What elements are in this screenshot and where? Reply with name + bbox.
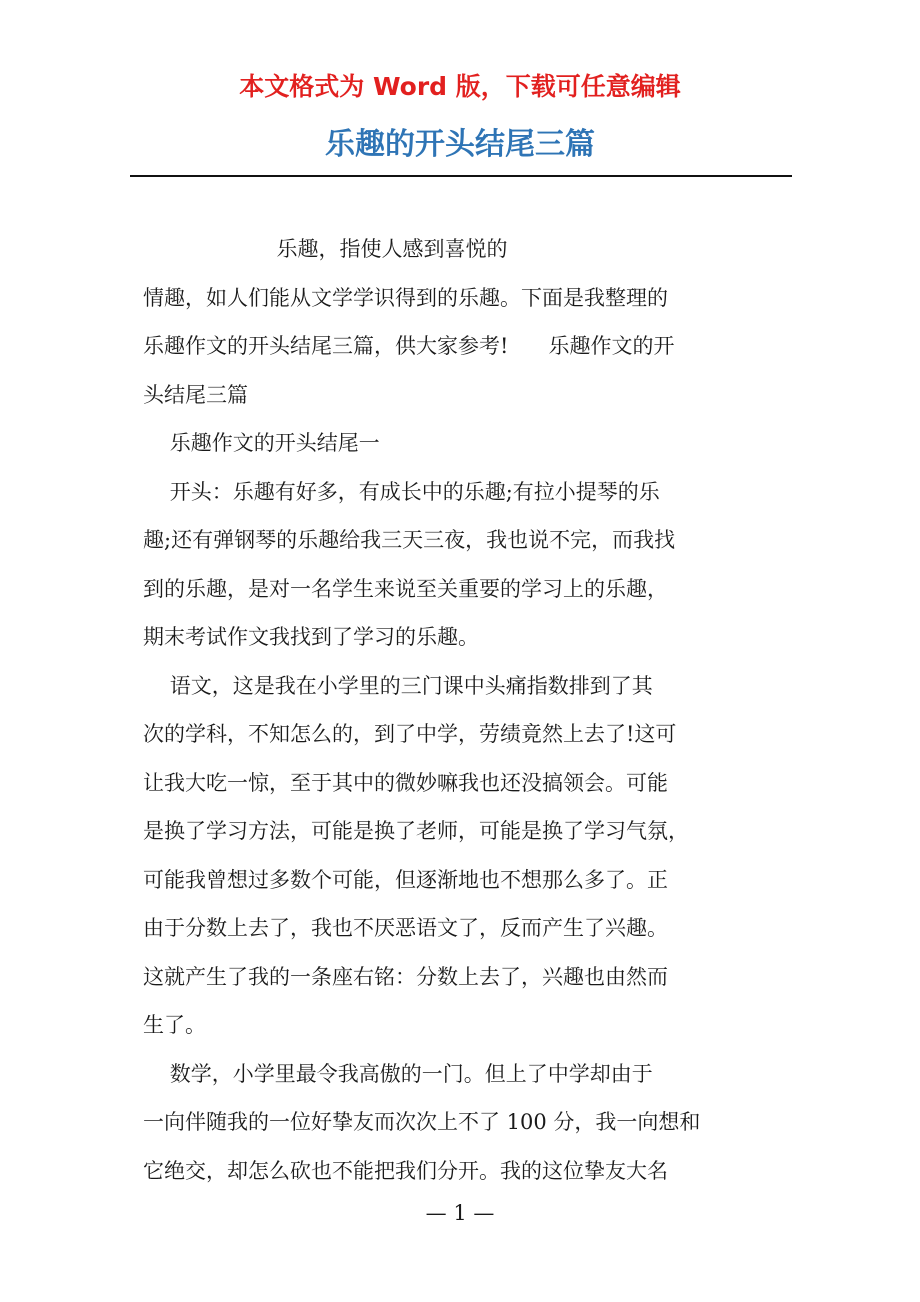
text-line: 可能我曾想过多数个可能，但逐渐地也不想那么多了。正: [143, 867, 668, 892]
text-line: 是换了学习方法，可能是换了老师，可能是换了学习气氛，: [143, 819, 689, 843]
title-divider: [130, 175, 792, 177]
text-line: 情趣，如人们能从文学学识得到的乐趣。下面是我整理的: [143, 285, 668, 310]
text-line: 乐趣，指使人感到喜悦的: [143, 237, 508, 261]
text-line: 数学，小学里最令我高傲的一门。但上了中学却由于: [143, 1061, 653, 1086]
text-line: 一向伴随我的一位好挚友而次次上不了 100 分，我一向想和: [143, 1110, 701, 1134]
text-line: 开头：乐趣有好多，有成长中的乐趣;有拉小提琴的乐: [143, 479, 660, 504]
text-line: 让我大吃一惊，至于其中的微妙嘛我也还没搞领会。可能: [143, 770, 668, 795]
text-line: 趣;还有弹钢琴的乐趣给我三天三夜，我也说不完，而我找: [143, 528, 676, 552]
text-line: 这就产生了我的一条座右铭：分数上去了，兴趣也由然而: [143, 964, 668, 989]
text-line: 乐趣作文的开头结尾三篇，供大家参考! 乐趣作文的开: [143, 334, 675, 358]
document-title: 乐趣的开头结尾三篇: [325, 127, 595, 162]
text-line: 次的学科，不知怎么的，到了中学，劳绩竟然上去了!这可: [143, 722, 677, 746]
text-line: 生了。: [143, 1013, 206, 1037]
section-heading: 乐趣作文的开头结尾一: [143, 431, 380, 455]
text-line: 它绝交，却怎么砍也不能把我们分开。我的这位挚友大名: [143, 1158, 668, 1183]
page-number: — 1 —: [425, 1201, 495, 1225]
text-line: 到的乐趣，是对一名学生来说至关重要的学习上的乐趣，: [143, 576, 668, 601]
format-banner: 本文格式为 Word 版，下载可任意编辑: [239, 72, 681, 101]
text-line: 由于分数上去了，我也不厌恶语文了，反而产生了兴趣。: [143, 916, 668, 940]
text-line: 期末考试作文我找到了学习的乐趣。: [143, 625, 479, 649]
document-body: [143, 225, 783, 1195]
text-line: 语文，这是我在小学里的三门课中头痛指数排到了其: [143, 673, 653, 698]
text-line: 头结尾三篇: [143, 382, 248, 407]
